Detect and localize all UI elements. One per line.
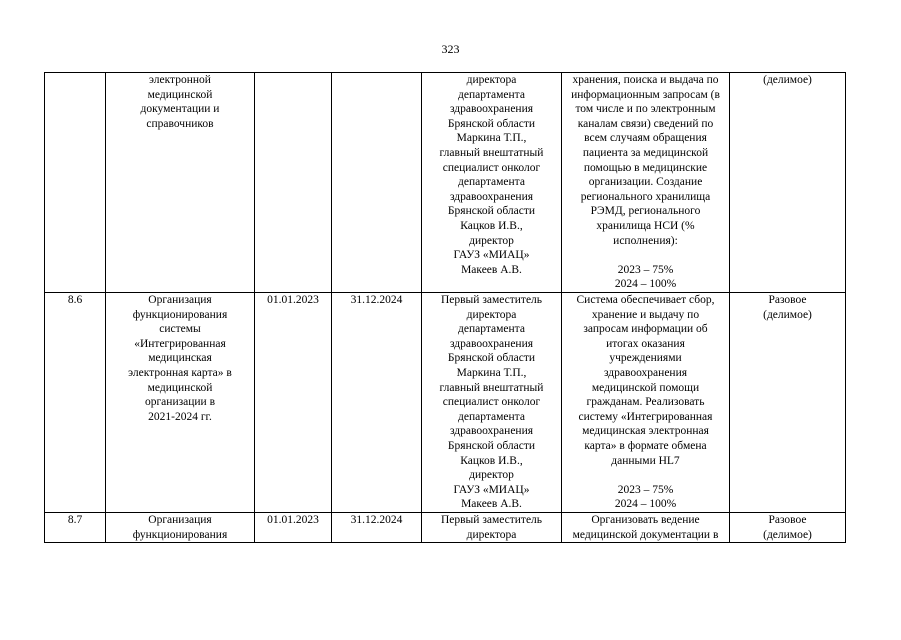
- cell-type: [730, 73, 846, 293]
- cell-text-line: 2021-2024 гг.: [148, 410, 212, 423]
- cell-text-line: [565, 248, 726, 263]
- cell-text-line: регионального хранилища: [580, 190, 711, 203]
- table-row: [45, 513, 846, 543]
- table-row: [45, 73, 846, 293]
- cell-text-line: 2023 – 75%: [617, 263, 674, 276]
- cell-text-line: Брянской области: [447, 352, 536, 365]
- cell-text-line: исполнения):: [613, 234, 678, 247]
- measures-table: [44, 72, 846, 543]
- cell-text-line: Маркина Т.П.,: [456, 132, 527, 145]
- cell-text-line: медицинской: [147, 381, 213, 394]
- cell-text-line: медицинская: [148, 352, 212, 365]
- cell-text-line: медицинской помощи: [591, 381, 700, 394]
- cell-end-date: [332, 73, 422, 293]
- cell-text-line: (делимое): [763, 74, 812, 86]
- cell-text-line: РЭМД, регионального: [590, 205, 701, 218]
- cell-text-line: гражданам. Реализовать: [586, 396, 705, 409]
- cell-text-line: здравоохранения: [603, 366, 688, 379]
- cell-text-line: Маркина Т.П.,: [456, 366, 527, 379]
- cell-text-line: Брянской области: [447, 205, 536, 218]
- cell-text-line: итогах оказания: [606, 337, 685, 350]
- cell-text-line: [565, 468, 726, 483]
- cell-text-line: здравоохранения: [449, 190, 534, 203]
- cell-text-line: хранения, поиска и выдача по: [572, 74, 719, 86]
- cell-text-line: помощью в медицинские: [583, 161, 708, 174]
- cell-text-line: хранилища НСИ (%: [596, 219, 695, 232]
- cell-text-line: справочников: [146, 117, 214, 130]
- cell-text-line: Организовать ведение: [591, 514, 700, 526]
- cell-end-date: 31.12.2024: [332, 513, 422, 543]
- cell-text-line: информационным запросам (в: [571, 88, 720, 101]
- cell-text-line: организации. Создание: [588, 176, 703, 189]
- cell-type: [730, 293, 846, 513]
- cell-text-line: запросам информации об: [583, 323, 708, 336]
- cell-text-line: директор: [469, 234, 514, 247]
- cell-text-line: (делимое): [763, 308, 812, 321]
- cell-text-line: электронной: [149, 74, 211, 86]
- cell-result: [562, 73, 730, 293]
- cell-text-line: пациента за медицинской: [582, 146, 709, 159]
- cell-number: 8.7: [45, 513, 106, 543]
- cell-end-date: 31.12.2024: [332, 293, 422, 513]
- cell-text-line: Организация: [148, 294, 212, 306]
- cell-text-line: организации в: [144, 396, 216, 409]
- cell-text-line: Первый заместитель: [440, 514, 543, 526]
- cell-text-line: здравоохранения: [449, 425, 534, 438]
- cell-text-line: Брянской области: [447, 439, 536, 452]
- cell-text-line: здравоохранения: [449, 103, 534, 116]
- cell-text-line: систему «Интегрированная: [578, 410, 713, 423]
- cell-text-line: медицинская электронная: [582, 425, 709, 438]
- cell-number: [45, 73, 106, 293]
- cell-text-line: электронная карта» в: [128, 366, 232, 379]
- cell-measure-name: [106, 513, 255, 543]
- cell-text-line: Макеев А.В.: [461, 498, 522, 511]
- cell-type: [730, 513, 846, 543]
- cell-number: 8.6: [45, 293, 106, 513]
- cell-text-line: здравоохранения: [449, 337, 534, 350]
- cell-text-line: специалист онколог: [442, 161, 541, 174]
- cell-text-line: департамента: [458, 323, 525, 336]
- cell-text-line: ГАУЗ «МИАЦ»: [453, 483, 530, 496]
- cell-text-line: хранение и выдачу по: [591, 308, 700, 321]
- cell-responsible: [422, 73, 562, 293]
- cell-result: [562, 513, 730, 543]
- cell-text-line: директор: [469, 469, 514, 482]
- cell-text-line: Система обеспечивает сбор,: [576, 294, 715, 306]
- cell-text-line: Первый заместитель: [440, 294, 543, 306]
- cell-text-line: специалист онколог: [442, 396, 541, 409]
- cell-text-line: Разовое: [768, 294, 807, 306]
- cell-text-line: документации и: [140, 103, 220, 116]
- cell-text-line: каналам связи) сведений по: [577, 117, 714, 130]
- table-row: [45, 293, 846, 513]
- cell-measure-name: [106, 293, 255, 513]
- cell-text-line: 2024 – 100%: [614, 498, 677, 511]
- cell-text-line: данными HL7: [611, 454, 680, 467]
- cell-text-line: «Интегрированная: [134, 337, 226, 350]
- cell-responsible: [422, 293, 562, 513]
- cell-text-line: главный внештатный: [439, 146, 544, 159]
- cell-text-line: Разовое: [768, 514, 807, 526]
- cell-text-line: том числе и по электронным: [575, 103, 716, 116]
- cell-text-line: Кацков И.В.,: [460, 454, 523, 467]
- cell-text-line: ГАУЗ «МИАЦ»: [453, 249, 530, 262]
- cell-text-line: департамента: [458, 176, 525, 189]
- cell-text-line: медицинской: [147, 88, 213, 101]
- cell-text-line: Организация: [148, 514, 212, 526]
- cell-text-line: Кацков И.В.,: [460, 219, 523, 232]
- cell-text-line: Брянской области: [447, 117, 536, 130]
- cell-text-line: карта» в формате обмена: [584, 439, 707, 452]
- cell-text-line: функционирования: [132, 308, 228, 321]
- cell-start-date: [255, 73, 332, 293]
- cell-text-line: департамента: [458, 410, 525, 423]
- cell-text-line: медицинской документации в: [572, 528, 719, 541]
- cell-start-date: 01.01.2023: [255, 293, 332, 513]
- cell-text-line: Макеев А.В.: [461, 263, 522, 276]
- cell-text-line: директора: [466, 528, 517, 541]
- cell-measure-name: [106, 73, 255, 293]
- cell-text-line: учреждениями: [609, 352, 682, 365]
- cell-text-line: директора: [466, 308, 517, 321]
- cell-text-line: главный внештатный: [439, 381, 544, 394]
- cell-text-line: системы: [159, 323, 201, 336]
- cell-text-line: 2024 – 100%: [614, 278, 677, 291]
- cell-responsible: [422, 513, 562, 543]
- cell-text-line: (делимое): [763, 528, 812, 541]
- cell-start-date: 01.01.2023: [255, 513, 332, 543]
- cell-text-line: департамента: [458, 88, 525, 101]
- cell-text-line: функционирования: [132, 528, 228, 541]
- cell-text-line: 2023 – 75%: [617, 483, 674, 496]
- cell-text-line: всем случаям обращения: [584, 132, 707, 145]
- cell-result: [562, 293, 730, 513]
- cell-text-line: директора: [466, 74, 517, 86]
- page-number: 323: [441, 42, 460, 56]
